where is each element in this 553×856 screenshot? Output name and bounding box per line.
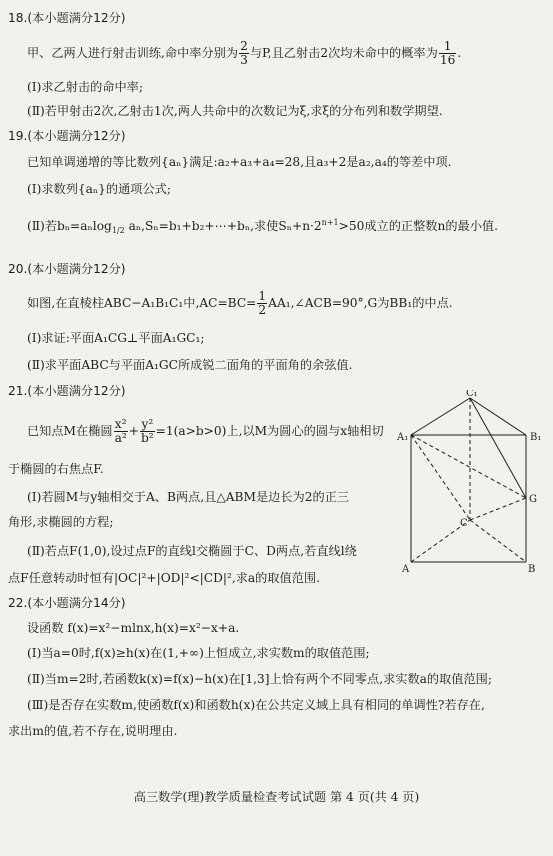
q18-heading: 18.(本小题满分12分) xyxy=(8,11,126,25)
q22-part2: (Ⅱ)当m=2时,若函数k(x)=f(x)−h(x)在[1,3]上恰有两个不同零点,求实数a的取值范围; xyxy=(27,672,492,686)
label-a1: A₁ xyxy=(397,432,409,443)
q21-heading: 21.(本小题满分12分) xyxy=(8,384,126,398)
prism-figure xyxy=(396,390,546,580)
edge-a1c-hidden xyxy=(411,435,470,520)
q19-part2: (Ⅱ)若bₙ=aₙlog$_{1/2}$ aₙ,Sₙ=b₁+b₂+⋯+bₙ,求使$S_n+n\cdot 2^{n+1}>50$成立的正整数n的最小值. xyxy=(27,218,498,235)
label-c: C xyxy=(460,518,468,529)
q21-stem: 已知点M在椭圆 $\frac{\text{x²}}{\text{a²}}$ + $\frac{\text{y²}}{\text{b²}}$ =1(a>b>0)上,以M为圆心的圆与x轴相切 xyxy=(27,417,384,445)
q22-part1: (Ⅰ)当a=0时,f(x)≥h(x)在(1,+∞)上恒成立,求实数m的取值范围; xyxy=(27,646,370,660)
q20-heading: 20.(本小题满分12分) xyxy=(8,262,126,276)
q19-heading: 19.(本小题满分12分) xyxy=(8,129,126,143)
edge-cg-hidden xyxy=(470,498,526,520)
label-a: A xyxy=(402,564,410,575)
q20-part2: (Ⅱ)求平面ABC与平面A₁GC所成锐二面角的平面角的余弦值. xyxy=(27,358,353,372)
q18-part1: (Ⅰ)求乙射击的命中率; xyxy=(27,80,143,94)
label-g: G xyxy=(529,494,537,505)
q20-stem: 如图,在直棱柱ABC−A₁B₁C₁中,AC=BC= $\frac{1}{2}$ AA₁,∠ACB=90°,G为BB₁的中点. xyxy=(27,289,453,317)
label-b1: B₁ xyxy=(530,432,542,443)
q21-part1: (Ⅰ)若圆M与y轴相交于A、B两点,且△ABM是边长为2的正三 xyxy=(27,490,350,504)
q21-stem-cont: 于椭圆的右焦点F. xyxy=(8,462,104,476)
q22-part3-cont: 求出m的值,若不存在,说明理由. xyxy=(8,724,178,738)
edge-c1b1 xyxy=(470,398,526,435)
q19-part1: (Ⅰ)求数列{aₙ}的通项公式; xyxy=(27,182,171,196)
q19-stem: 已知单调递增的等比数列{aₙ}满足:a₂+a₃+a₄=28,且a₃+2是a₂,a₄的等差中项. xyxy=(27,155,452,169)
q20-part1: (Ⅰ)求证:平面A₁CG⊥平面A₁GC₁; xyxy=(27,331,205,345)
edge-cb-hidden xyxy=(470,520,526,562)
page-footer: 高三数学(理)教学质量检查考试试题 第 4 页(共 4 页) xyxy=(133,790,420,804)
q22-heading: 22.(本小题满分14分) xyxy=(8,596,126,610)
q18-stem: 甲、乙两人进行射击训练,命中率分别为 $\frac{2}{3}$ 与P,且乙射击2次均未命中的概率为 $\frac{1}{16}$ . xyxy=(27,39,462,67)
q21-part2: (Ⅱ)若点F(1,0),设过点F的直线l交椭圆于C、D两点,若直线l绕 xyxy=(27,544,357,558)
q22-stem: 设函数 f(x)=x²−mlnx,h(x)=x²−x+a. xyxy=(27,621,240,635)
q21-part2-cont: 点F任意转动时恒有|OC|²+|OD|²<|CD|²,求a的取值范围. xyxy=(8,571,320,585)
edge-a1c1 xyxy=(411,398,470,435)
q18-part2: (Ⅱ)若甲射击2次,乙射击1次,两人共命中的次数记为ξ,求ξ的分布列和数学期望. xyxy=(27,104,443,118)
label-b: B xyxy=(528,564,536,575)
label-c1: C₁ xyxy=(466,390,478,399)
q22-part3: (Ⅲ)是否存在实数m,使函数f(x)和函数h(x)在公共定义域上具有相同的单调性?若存在, xyxy=(27,698,485,712)
q21-part1-cont: 角形,求椭圆的方程; xyxy=(8,515,114,529)
